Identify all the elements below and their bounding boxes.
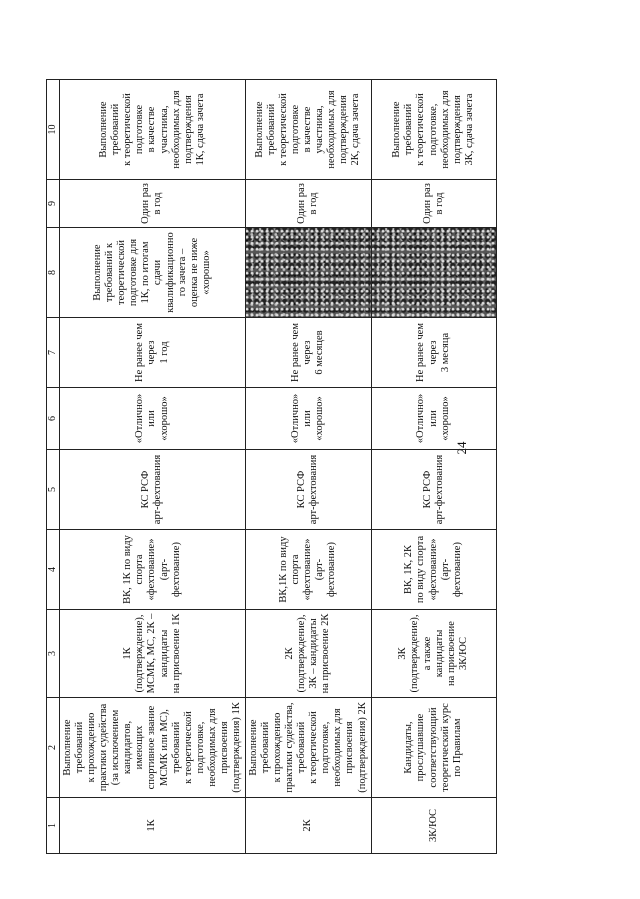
table-row-3k xyxy=(371,80,496,854)
cell-frequency: Один раз в год xyxy=(371,180,496,228)
cell-candidates: Выполнение требований к прохождению практики судейства, требований к теоретической подготовке, необходимых для присвоения (подтверждения) 2К xyxy=(245,698,371,798)
cell-grade: «Отлично» или «хорошо» xyxy=(245,388,371,450)
cell-body: КС РСФ арт-фехтования xyxy=(371,450,496,530)
cell-sport-category: ВК,1К по виду спорта «фехтование» (арт-фехтование) xyxy=(245,530,371,610)
column-header-8: 8 xyxy=(47,228,60,318)
cell-confirmation: Выполнение требований к теоретической подготовке, необходимых для подтверждения 3К, сдача зачета xyxy=(371,80,496,180)
column-header-10: 10 xyxy=(47,80,60,180)
cell-frequency: Один раз в год xyxy=(60,180,246,228)
cell-sport-category: ВК, 1К, 2К по виду спорта «фехтование» (арт-фехтование) xyxy=(371,530,496,610)
page-number: 24 xyxy=(454,441,469,455)
table-row-2k xyxy=(245,80,371,854)
cell-category: 1К xyxy=(60,798,246,854)
column-header-7: 7 xyxy=(47,318,60,388)
cell-candidates: Выполнение требований к прохождению практики судейства (за исключением кандидатов, имеющих спортивное звание МСМК или МС), требований к теоретической подготовке, необходимых для присвоения (подтверждения) 1К xyxy=(60,698,246,798)
column-header-5: 5 xyxy=(47,450,60,530)
cell-category-conferred: 1К (подтверждение), МСМК, МС, 2К – кандидаты на присвоение 1К xyxy=(60,610,246,698)
cell-grade: «Отлично» или «хорошо» xyxy=(60,388,246,450)
cell-candidates: Кандидаты, прослушавшие соответствующий теоретический курс по Правилам xyxy=(371,698,496,798)
cell-grade: «Отлично» или «хорошо» xyxy=(371,388,496,450)
cell-practice-redacted xyxy=(371,228,496,318)
cell-period: Не ранее чем через 6 месяцев xyxy=(245,318,371,388)
cell-practice-redacted xyxy=(245,228,371,318)
cell-practice: Выполнение требований к теоретической подготовке для 1К, по итогам сдачи квалификационно го зачета – оценка не ниже «хорошо» xyxy=(60,228,246,318)
cell-category: 2К xyxy=(245,798,371,854)
cell-period: Не ранее чем через 1 год xyxy=(60,318,246,388)
cell-confirmation: Выполнение требований к теоретической подготовке в качестве участника, необходимых для подтверждения 1К, сдача зачета xyxy=(60,80,246,180)
column-header-4: 4 xyxy=(47,530,60,610)
column-header-3: 3 xyxy=(47,610,60,698)
cell-category: 3К/ЮС xyxy=(371,798,496,854)
table-row-1k xyxy=(60,80,246,854)
cell-confirmation: Выполнение требований к теоретической подготовке в качестве участника, необходимых для подтверждения 2К, сдача зачета xyxy=(245,80,371,180)
cell-body: КС РСФ арт-фехтования xyxy=(60,450,246,530)
cell-frequency: Один раз в год xyxy=(245,180,371,228)
header-row xyxy=(47,80,60,854)
column-header-9: 9 xyxy=(47,180,60,228)
column-header-1: 1 xyxy=(47,798,60,854)
cell-body: КС РСФ арт-фехтования xyxy=(245,450,371,530)
cell-category-conferred: 3К (подтверждение), а также кандидаты на присвоение 3К/ЮС xyxy=(371,610,496,698)
cell-sport-category: ВК, 1К по виду спорта «фехтование» (арт-фехтование) xyxy=(60,530,246,610)
requirements-table xyxy=(46,79,497,854)
cell-category-conferred: 2К (подтверждение), 3К – кандидаты на присвоение 2К xyxy=(245,610,371,698)
column-header-6: 6 xyxy=(47,388,60,450)
cell-period: Не ранее чем через 3 месяца xyxy=(371,318,496,388)
column-header-2: 2 xyxy=(47,698,60,798)
